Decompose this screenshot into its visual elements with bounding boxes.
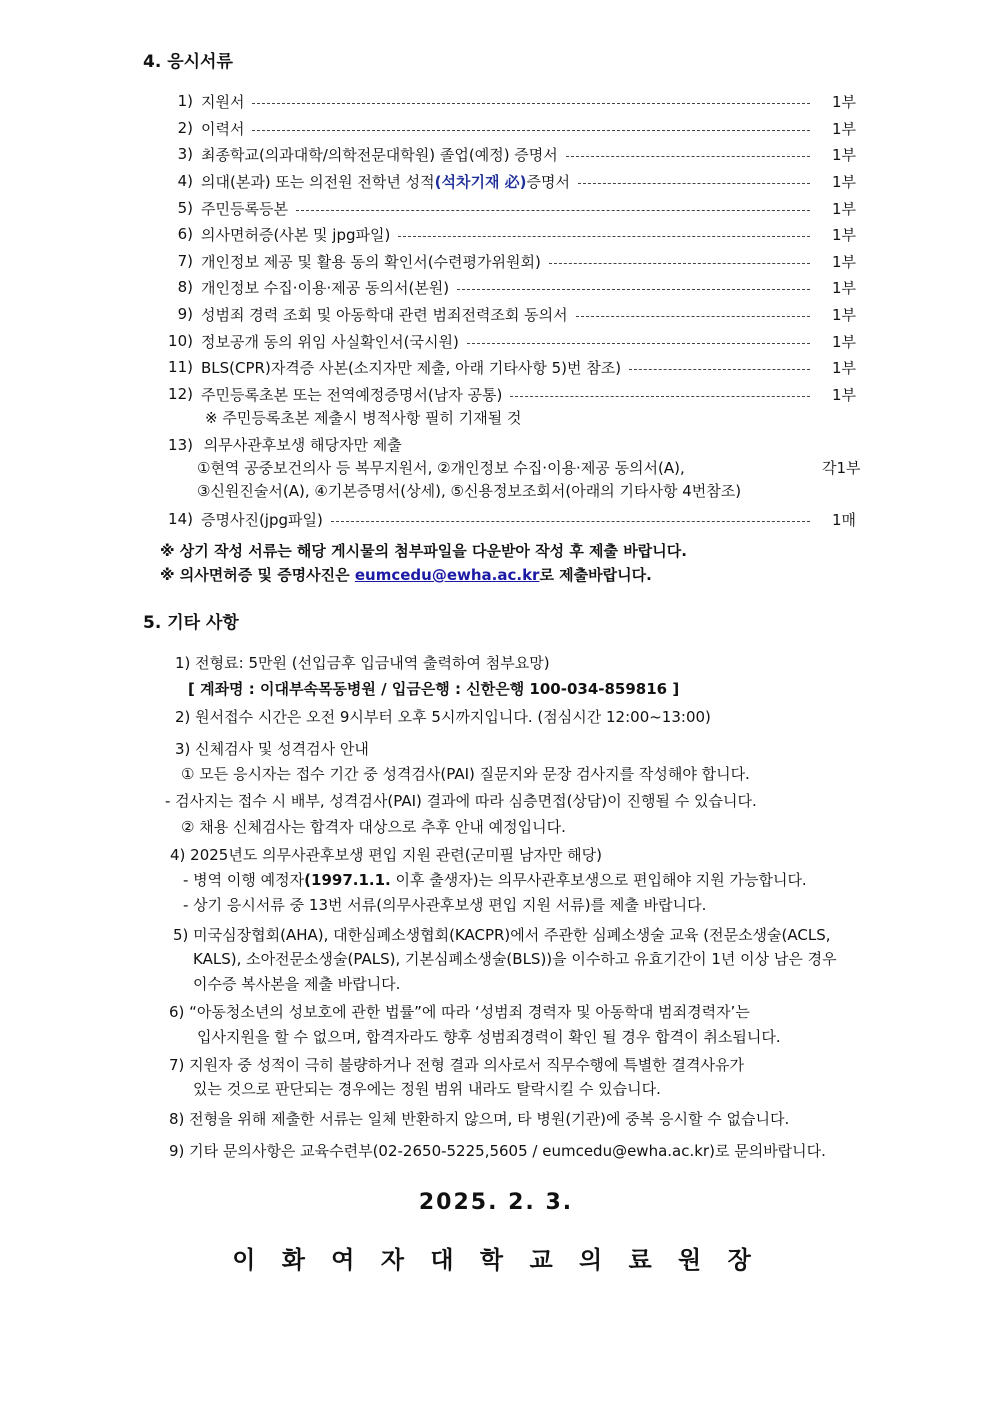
- doc-item-2: [163, 117, 856, 139]
- item-quantity: 1매: [831, 510, 856, 529]
- item-label: 개인정보 제공 및 활용 동의 확인서(수련평가위원회): [201, 252, 541, 271]
- issuer-signature: 이 화 여 자 대 학 교 의 료 원 장: [232, 1246, 760, 1274]
- item-label: 의무사관후보생 해당자만 제출: [203, 436, 402, 454]
- item-label: 최종학교(의과대학/의학전문대학원) 졸업(예정) 증명서: [201, 145, 558, 164]
- military-note-2: - 상기 응시서류 중 13번 서류(의무사관후보생 편입 지원 서류)를 제출 바랍니다.: [183, 896, 707, 914]
- dash-leader: [467, 343, 810, 344]
- cpr-line-1: 5) 미국심장협회(AHA), 대한심폐소생협회(KACPR)에서 주관한 심폐소생술 교육 (전문소생술(ACLS,: [173, 926, 831, 944]
- item-quantity: 1부: [831, 199, 856, 218]
- doc-item-9: [163, 303, 856, 325]
- doc-item-14: [163, 508, 856, 530]
- health-check-title: 3) 신체검사 및 성격검사 안내: [175, 740, 369, 758]
- section-5-title: 5. 기타 사항: [143, 613, 239, 633]
- doc-item-13: [163, 434, 402, 455]
- dash-leader: [576, 316, 810, 317]
- item-quantity: 1부: [831, 278, 856, 297]
- bank-account: [ 계좌명 : 이대부속목동병원 / 입금은행 : 신한은행 100-034-859816 ]: [188, 680, 680, 698]
- section-4-title: 4. 응시서류: [143, 52, 233, 72]
- law-line-1: 6) “아동청소년의 성보호에 관한 법률”에 따라 ‘성범죄 경력자 및 아동학대 범죄경력자’는: [169, 1003, 750, 1021]
- item-label: 이력서: [201, 119, 245, 138]
- item-12-note: ※ 주민등록초본 제출시 병적사항 필히 기재될 것: [205, 409, 522, 427]
- disqualify-line-1: 7) 지원자 중 성적이 극히 불량하거나 전형 결과 의사로서 직무수행에 특별한 결격사유가: [169, 1056, 744, 1074]
- item-quantity: 1부: [831, 145, 856, 164]
- doc-item-1: [163, 90, 856, 112]
- item-number: 1): [177, 92, 193, 110]
- health-check-note: - 검사지는 접수 시 배부, 성격검사(PAI) 결과에 따라 심층면접(상담)이 진행될 수 있습니다.: [165, 792, 757, 810]
- item-number: 5): [177, 199, 193, 217]
- item-number: 14): [168, 510, 193, 528]
- law-line-2: 입사지원을 할 수 없으며, 합격자라도 향후 성범죄경력이 확인 될 경우 합격이 취소됩니다.: [197, 1028, 781, 1046]
- doc-item-4: [163, 170, 856, 192]
- reception-hours: 2) 원서접수 시간은 오전 9시부터 오후 5시까지입니다. (점심시간 12:00~13:00): [175, 708, 711, 726]
- item-number: 10): [168, 332, 193, 350]
- item-13-line-1: ①현역 공중보건의사 등 복무지원서, ②개인정보 수집·이용·제공 동의서(A),: [197, 459, 685, 477]
- doc-item-10: [163, 330, 856, 352]
- item-label: 개인정보 수집·이용·제공 동의서(본원): [201, 278, 450, 297]
- documents-return: 8) 전형을 위해 제출한 서류는 일체 반환하지 않으며, 타 병원(기관)에 중복 응시할 수 없습니다.: [169, 1110, 790, 1128]
- item-number: 3): [177, 145, 193, 163]
- item-label: BLS(CPR)자격증 사본(소지자만 제출, 아래 기타사항 5)번 참조): [201, 358, 622, 377]
- item-quantity: 1부: [831, 358, 856, 377]
- item-label: 의사면허증(사본 및 jpg파일): [201, 225, 391, 244]
- cpr-line-3: 이수증 복사본을 제출 바랍니다.: [193, 975, 401, 993]
- item-quantity: 1부: [831, 92, 856, 111]
- doc-item-5: [163, 197, 856, 219]
- notice-attachments: ※ 상기 작성 서류는 해당 게시물의 첨부파일을 다운받아 작성 후 제출 바랍니다.: [160, 542, 687, 560]
- item-13-line-2: ③신원진술서(A), ④기본증명서(상세), ⑤신용정보조회서(아래의 기타사항 4번참조): [197, 482, 742, 500]
- item-label: 주민등록초본 또는 전역예정증명서(남자 공통): [201, 385, 503, 404]
- military-note-1: - 병역 이행 예정자(1997.1.1. 이후 출생자)는 의무사관후보생으로 편입해야 지원 가능합니다.: [183, 871, 807, 889]
- health-check-1: ① 모든 응시자는 접수 기간 중 성격검사(PAI) 질문지와 문장 검사지를 작성해야 합니다.: [181, 765, 750, 783]
- dash-leader: [510, 396, 810, 397]
- doc-item-8: [163, 276, 856, 298]
- document-date: 2025. 2. 3.: [418, 1190, 574, 1215]
- item-quantity: 1부: [831, 119, 856, 138]
- item-quantity: 1부: [831, 252, 856, 271]
- doc-item-11: [163, 356, 856, 378]
- dash-leader: [296, 210, 810, 211]
- doc-item-7: [163, 250, 856, 272]
- email-link[interactable]: eumcedu@ewha.ac.kr: [354, 566, 540, 584]
- dash-leader: [566, 156, 810, 157]
- dash-leader: [252, 103, 810, 104]
- health-check-2: ② 채용 신체검사는 합격자 대상으로 추후 안내 예정입니다.: [181, 818, 566, 836]
- dash-leader: [578, 183, 810, 184]
- dash-leader: [252, 130, 810, 131]
- contact-info: 9) 기타 문의사항은 교육수련부(02-2650-5225,5605 / eumcedu@ewha.ac.kr)로 문의바랍니다.: [169, 1142, 826, 1160]
- doc-item-3: [163, 143, 856, 165]
- fee-line: 1) 전형료: 5만원 (선입금후 입금내역 출력하여 첨부요망): [175, 654, 550, 672]
- military-title: 4) 2025년도 의무사관후보생 편입 지원 관련(군미필 남자만 해당): [170, 846, 602, 864]
- item-quantity: 1부: [831, 332, 856, 351]
- doc-item-6: [163, 223, 856, 245]
- item-quantity: 1부: [831, 385, 856, 404]
- item-label: 증명사진(jpg파일): [201, 510, 323, 529]
- item-number: 12): [168, 385, 193, 403]
- item-number: 13): [168, 436, 193, 454]
- item-quantity: 1부: [831, 225, 856, 244]
- rank-highlight: (석차기재 必): [434, 172, 527, 191]
- disqualify-line-2: 있는 것으로 판단되는 경우에는 정원 범위 내라도 탈락시킬 수 있습니다.: [193, 1080, 661, 1098]
- dash-leader: [549, 263, 810, 264]
- item-quantity: 1부: [831, 305, 856, 324]
- dash-leader: [331, 521, 810, 522]
- item-label: 정보공개 동의 위임 사실확인서(국시원): [201, 332, 459, 351]
- item-quantity: 1부: [831, 172, 856, 191]
- dash-leader: [629, 369, 810, 370]
- doc-item-12: [163, 383, 856, 405]
- item-label: 주민등록등본: [201, 199, 288, 218]
- cpr-line-2: KALS), 소아전문소생술(PALS), 기본심폐소생술(BLS))을 이수하고 유효기간이 1년 이상 남은 경우: [193, 950, 837, 968]
- item-13-quantity: 각1부: [822, 459, 861, 477]
- notice-email-submission: ※ 의사면허증 및 증명사진은 eumcedu@ewha.ac.kr로 제출바랍니다.: [160, 566, 652, 584]
- item-label: 의대(본과) 또는 의전원 전학년 성적(석차기재 必)증명서: [201, 172, 571, 191]
- item-label: 성범죄 경력 조회 및 아동학대 관련 범죄전력조회 동의서: [201, 305, 568, 324]
- item-number: 7): [177, 252, 193, 270]
- item-number: 9): [177, 305, 193, 323]
- item-number: 2): [177, 119, 193, 137]
- item-number: 4): [177, 172, 193, 190]
- item-number: 8): [177, 278, 193, 296]
- item-label: 지원서: [201, 92, 245, 111]
- item-number: 6): [177, 225, 193, 243]
- dash-leader: [398, 236, 810, 237]
- item-number: 11): [168, 358, 193, 376]
- dash-leader: [457, 289, 810, 290]
